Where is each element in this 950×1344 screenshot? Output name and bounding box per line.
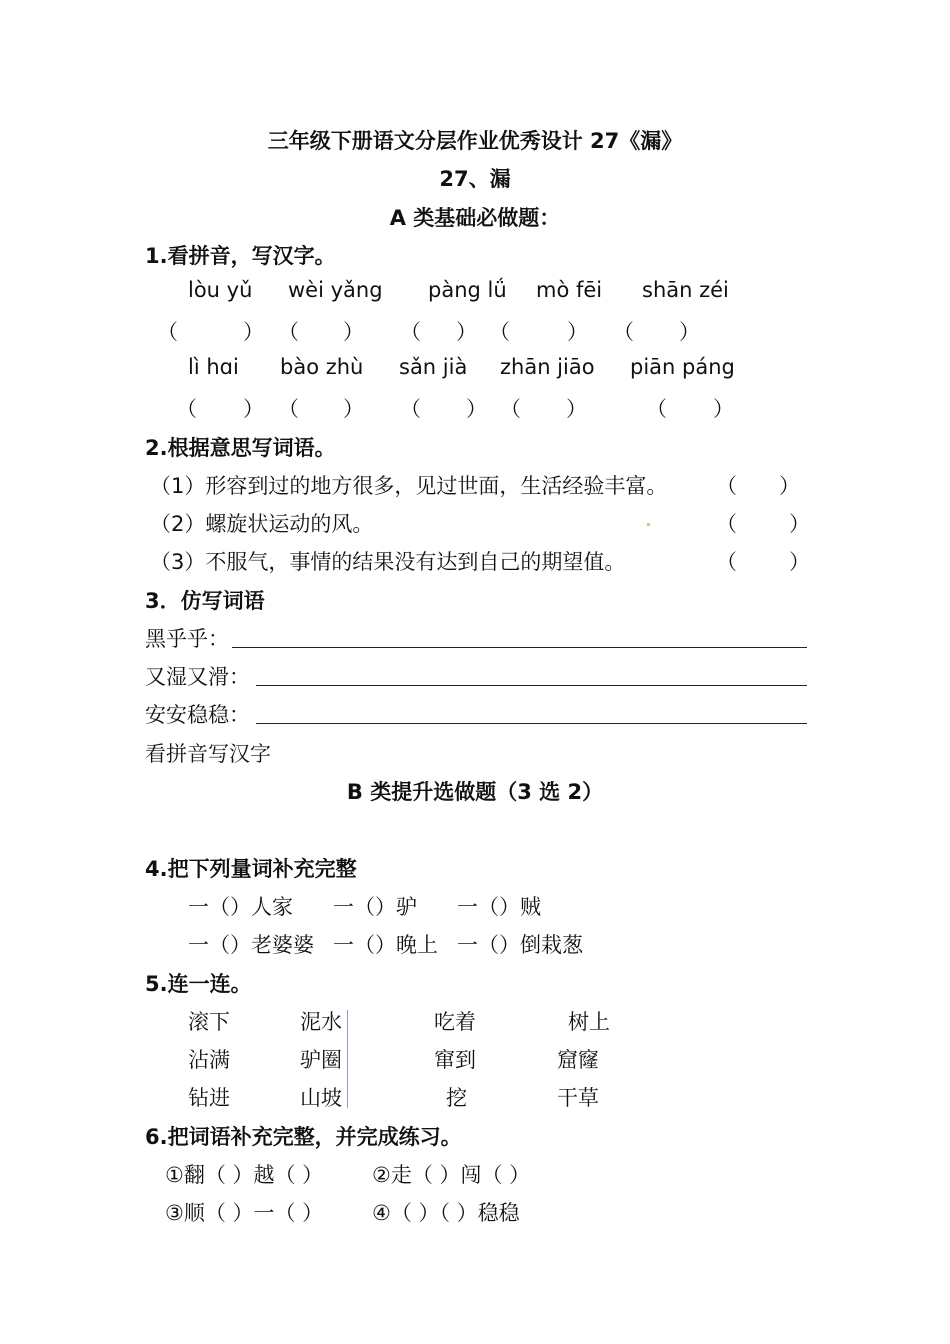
- answer-blank[interactable]: （: [400, 397, 421, 421]
- imitation-label: 又湿又滑：: [145, 665, 250, 689]
- pinyin-item: sǎn jià: [399, 355, 468, 379]
- match-word[interactable]: 窜到: [434, 1048, 476, 1072]
- divider-line: [347, 1010, 348, 1108]
- match-word[interactable]: 滚下: [188, 1010, 230, 1034]
- document-title: 三年级下册语文分层作业优秀设计 27《漏》: [267, 129, 683, 153]
- q5-heading: 5.连一连。: [145, 972, 252, 996]
- match-word[interactable]: 驴圈: [300, 1048, 342, 1072]
- write-line[interactable]: [232, 647, 807, 648]
- idiom-item: ③顺（ ）一（ ）: [165, 1201, 324, 1225]
- measure-word-item: 一（）晚上: [333, 933, 438, 957]
- answer-blank[interactable]: （: [646, 397, 667, 421]
- idiom-item: ④（ ）（ ）稳稳: [372, 1201, 520, 1225]
- q2-item: （1）形容到过的地方很多，见过世面，生活经验丰富。: [150, 474, 668, 498]
- pinyin-item: zhān jiāo: [500, 355, 595, 379]
- pinyin-item: piān páng: [630, 355, 735, 379]
- answer-blank[interactable]: （: [176, 397, 197, 421]
- section-a-heading: A 类基础必做题：: [389, 206, 561, 230]
- q3-heading: 3．仿写词语: [145, 589, 265, 613]
- q6-heading: 6.把词语补充完整，并完成练习。: [145, 1125, 462, 1149]
- match-word[interactable]: 挖: [446, 1086, 467, 1110]
- answer-blank[interactable]: （: [278, 320, 299, 344]
- answer-blank: ）: [789, 550, 810, 574]
- pinyin-item: wèi yǎng: [288, 278, 383, 302]
- pinyin-item: lòu yǔ: [188, 278, 253, 302]
- answer-blank[interactable]: （: [278, 397, 299, 421]
- pinyin-item: shān zéi: [642, 278, 729, 302]
- match-word[interactable]: 干草: [557, 1086, 599, 1110]
- pinyin-item: lì hɑi: [188, 355, 239, 379]
- q2-heading: 2.根据意思写词语。: [145, 436, 336, 460]
- answer-blank[interactable]: （: [489, 320, 510, 344]
- answer-blank: ）: [713, 397, 734, 421]
- answer-blank: ）: [343, 397, 364, 421]
- answer-blank[interactable]: （: [613, 320, 634, 344]
- match-word[interactable]: 吃着: [434, 1010, 476, 1034]
- lesson-title: 27、漏: [439, 167, 511, 191]
- answer-blank: ）: [466, 397, 487, 421]
- idiom-item: ②走（ ）闯（ ）: [372, 1163, 531, 1187]
- match-word[interactable]: 钻进: [188, 1086, 230, 1110]
- answer-blank: ）: [679, 320, 700, 344]
- answer-blank: ）: [456, 320, 477, 344]
- match-word[interactable]: 树上: [568, 1010, 610, 1034]
- q2-item: （2）螺旋状运动的风。: [150, 512, 374, 536]
- answer-blank: ）: [567, 320, 588, 344]
- write-line[interactable]: [256, 723, 807, 724]
- answer-blank[interactable]: （: [716, 474, 737, 498]
- match-word[interactable]: 沾满: [188, 1048, 230, 1072]
- answer-blank: ）: [243, 397, 264, 421]
- write-line[interactable]: [256, 685, 807, 686]
- imitation-label: 黑乎乎：: [145, 627, 229, 651]
- answer-blank: ）: [243, 320, 264, 344]
- answer-blank: ）: [779, 474, 800, 498]
- answer-blank: ）: [566, 397, 587, 421]
- match-word[interactable]: 窟窿: [557, 1048, 599, 1072]
- answer-blank[interactable]: （: [400, 320, 421, 344]
- match-word[interactable]: 泥水: [300, 1010, 342, 1034]
- answer-blank: ）: [343, 320, 364, 344]
- measure-word-item: 一（）老婆婆: [188, 933, 314, 957]
- imitation-label: 安安稳稳：: [145, 703, 250, 727]
- answer-blank[interactable]: （: [716, 550, 737, 574]
- stray-dot: [647, 523, 650, 526]
- answer-blank[interactable]: （: [500, 397, 521, 421]
- section-b-heading: B 类提升选做题（3 选 2）: [346, 780, 604, 804]
- answer-blank[interactable]: （: [716, 512, 737, 536]
- answer-blank[interactable]: （: [157, 320, 178, 344]
- pinyin-item: bào zhù: [280, 355, 364, 379]
- measure-word-item: 一（）驴: [333, 895, 417, 919]
- q4-heading: 4.把下列量词补充完整: [145, 857, 357, 881]
- q1-heading: 1.看拼音，写汉字。: [145, 244, 336, 268]
- q2-item: （3）不服气，事情的结果没有达到自己的期望值。: [150, 550, 626, 574]
- measure-word-item: 一（）倒栽葱: [457, 933, 583, 957]
- measure-word-item: 一（）人家: [188, 895, 293, 919]
- q3-note: 看拼音写汉字: [145, 742, 271, 766]
- idiom-item: ①翻（ ）越（ ）: [165, 1163, 324, 1187]
- pinyin-item: pàng lǘ: [428, 278, 507, 302]
- answer-blank: ）: [789, 512, 810, 536]
- pinyin-item: mò fēi: [536, 278, 603, 302]
- measure-word-item: 一（）贼: [457, 895, 541, 919]
- match-word[interactable]: 山坡: [300, 1086, 342, 1110]
